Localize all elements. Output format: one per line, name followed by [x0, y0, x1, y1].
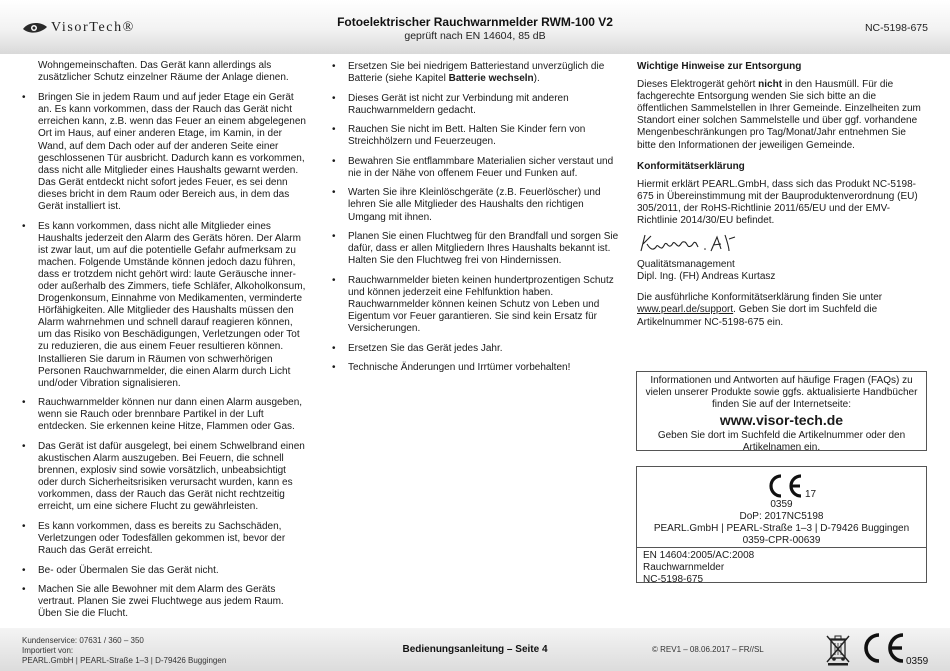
ce-mark-icon: [764, 472, 804, 500]
faq-text: Informationen und Antworten auf häufige Fragen (FAQs) zu vielen unserer Produkte sowie ggfs. aktualisierte Handbücher finden Sie auf der Internetseite:: [645, 375, 918, 411]
bullet-icon: •: [22, 220, 26, 232]
customer-service: Kundenservice: 07631 / 360 – 350: [22, 636, 144, 645]
column-3: [637, 61, 927, 338]
intro-paragraph: Wohngemeinschaften. Das Gerät kann allerdings als zusätzlicher Schutz einzelner Räume der Anlage dienen.: [38, 60, 289, 84]
list-item: • Dieses Gerät ist nicht zur Verbindung mit anderen Rauchwarnmeldern gedacht.: [332, 92, 569, 116]
footer-ce-number: 0359: [906, 656, 929, 667]
dop-number: DoP: 2017NC5198: [739, 511, 824, 522]
list-item: • Ersetzen Sie bei niedrigem Batteriestand unverzüglich die Batterie (siehe Kapitel Batterie wechseln).: [332, 61, 605, 85]
faq-note: Geben Sie dort im Suchfeld die Artikelnummer oder den Artikelnamen ein.: [657, 430, 906, 454]
safety-list-1: [22, 92, 307, 620]
page-header: [0, 0, 950, 54]
list-item: • Planen Sie einen Fluchtweg für den Brandfall und sorgen Sie dafür, dass er allen Mitgliedern Ihres Haushalts bekannt ist. Halten Sie den Fluchtweg frei von Hindernissen.: [332, 230, 619, 267]
ce-box-top: [637, 467, 926, 547]
list-item: • Ersetzen Sie das Gerät jedes Jahr.: [332, 342, 503, 354]
logo-eye-icon: [22, 20, 48, 36]
bullet-icon: •: [332, 61, 336, 72]
bullet-icon: •: [22, 584, 26, 595]
disposal-heading: Wichtige Hinweise zur Entsorgung: [637, 61, 802, 72]
list-item: • Technische Änderungen und Irrtümer vorbehalten!: [332, 362, 571, 373]
bullet-icon: •: [332, 274, 336, 286]
column-1: [22, 60, 307, 628]
list-item: • Rauchwarnmelder können nur dann einen Alarm ausgeben, wenn sie Rauch oder brennbare Partikel in der Luft entdecken. Sie erkennen keine Hitze, Flammen oder Gas.: [22, 397, 303, 433]
signature-scribble-icon: [637, 229, 757, 257]
bullet-icon: •: [22, 397, 26, 409]
article-number: NC-5198-675: [643, 574, 704, 585]
logo: [22, 20, 135, 36]
list-item: • Be- oder Übermalen Sie das Gerät nicht.: [22, 564, 219, 576]
importer-label: Importiert von:: [22, 646, 74, 655]
standard-number: EN 14604:2005/AC:2008: [643, 550, 755, 561]
full-declaration-paragraph: Die ausführliche Konformitätserklärung finden Sie unter www.pearl.de/support. Geben Sie dort im Suchfeld die Artikelnummer NC-5198-675 ein.: [637, 292, 883, 328]
list-item: • Bewahren Sie entflammbare Materialien sicher verstaut und nie in der Nähe von offenem Feuer und Funken auf.: [332, 155, 614, 179]
footer-ce-mark-icon: [860, 630, 906, 666]
bullet-icon: •: [332, 155, 336, 167]
ce-year: 17: [805, 489, 817, 500]
article-code: NC-5198-675: [864, 22, 928, 34]
document-subtitle: geprüft nach EN 14604, 85 dB: [404, 30, 546, 42]
notified-body-number: 0359: [770, 499, 793, 510]
bullet-icon: •: [332, 362, 336, 373]
product-type: Rauchwarnmelder: [643, 562, 725, 573]
chapter-reference: Batterie wechseln: [448, 73, 534, 85]
ce-declaration-box: [636, 466, 927, 583]
crossed-bin-icon: [825, 632, 851, 666]
support-link[interactable]: www.pearl.de/support: [637, 304, 734, 316]
conformity-heading: Konformitätserklärung: [637, 160, 745, 172]
bullet-icon: •: [22, 440, 26, 452]
revision-info: © REV1 – 08.06.2017 – FR//SL: [652, 645, 764, 654]
importer-address: PEARL.GmbH | PEARL-Straße 1–3 | D-79426 Buggingen: [22, 656, 227, 665]
list-item: • Bringen Sie in jedem Raum und auf jeder Etage ein Gerät an. Es kann vorkommen, dass der Rauch das Gerät nicht erreichen kann, z.B. wenn das Feuer an einem abgelegenen Ort im Haus, auf einer anderen Etage, im Kamin, in der Wand, auf dem Dach oder auf der anderen Seite einer geschlossenen Tür ausbricht. Dadurch kann es vorkommen, dass nicht alle Mitglieder eines Haushalts gewarnt werden. Das Gerät entdeckt nicht sofort jedes Feuer, es sei denn dieses bricht in dem Raum oder Bereich aus, in dem das Gerät installiert ist.: [22, 92, 306, 213]
logo-text: VisorTech®: [51, 20, 135, 35]
weee-symbol: [825, 632, 851, 671]
column-2: [332, 61, 622, 381]
ce-box-bottom: [637, 547, 926, 586]
disposal-paragraph: Dieses Elektrogerät gehört nicht in den Hausmüll. Für die fachgerechte Entsorgung wenden Sie sich bitte an die öffentlichen Sammelstellen in Ihrer Gemeinde. Einzelheiten zum Standort einer solchen Sammelstelle und über ggf. vorhandene Mengenbeschränkungen pro Tag/Monat/Jahr entnehmen Sie bitte den Informationen der jeweiligen Gemeinde.: [637, 79, 921, 151]
bullet-icon: •: [332, 230, 336, 242]
bullet-icon: •: [22, 564, 26, 576]
bullet-icon: •: [332, 187, 336, 199]
cpr-number: 0359-CPR-00639: [742, 535, 821, 546]
list-item: • Es kann vorkommen, dass es bereits zu Sachschäden, Verletzungen oder Todesfällen gekommen ist, bevor der Rauch das Gerät erreicht.: [22, 520, 286, 557]
bullet-icon: •: [332, 124, 336, 136]
signature: [637, 229, 927, 257]
page-number: Bedienungsanleitung – Seite 4: [402, 644, 548, 655]
list-item: • Rauchen Sie nicht im Bett. Halten Sie Kinder fern von Streichhölzern und Feuerzeugen.: [332, 124, 586, 148]
signature-name: Dipl. Ing. (FH) Andreas Kurtasz: [637, 271, 776, 283]
list-item: • Das Gerät ist dafür ausgelegt, bei einem Schwelbrand einen akustischen Alarm auszugeben. Bei Feuern, die schnell brennen, explosiv sind sowie vorsätzlich, unbeabsichtigt oder durch Sicherheitsrisiken verursacht wurden, kann es vorkommen, dass der Rauch das Gerät nicht rechtzeitig erreicht, um eine sichere Flucht zu gewährleisten.: [22, 440, 305, 513]
page-footer: [0, 628, 950, 671]
bullet-icon: •: [22, 92, 26, 104]
conformity-paragraph: Hiermit erklärt PEARL.GmbH, dass sich das Produkt NC-5198-675 in Übereinstimmung mit der Bauproduktenverordnung (EU) 305/2011, der RoHS-Richtlinie 2011/65/EU und der EMV-Richtlinie 2014/30/EU befindet.: [637, 178, 918, 227]
safety-list-2: [332, 61, 622, 374]
website-link[interactable]: www.visor-tech.de: [719, 412, 844, 429]
list-item: • Warten Sie ihre Kleinlöschgeräte (z.B. Feuerlöscher) und lehren Sie alle Mitglieder des Haushalts den richtigen Umgang mit ihnen.: [332, 187, 601, 223]
faq-info-box: [636, 371, 927, 454]
signature-role: Qualitätsmanagement: [637, 259, 735, 271]
bullet-icon: •: [332, 92, 336, 104]
list-item: • Machen Sie alle Bewohner mit dem Alarm des Geräts vertraut. Planen Sie zwei Fluchtwege aus jedem Raum. Üben Sie die Flucht.: [22, 584, 284, 620]
bullet-icon: •: [332, 342, 336, 354]
list-item: • Rauchwarnmelder bieten keinen hundertprozentigen Schutz und können jederzeit eine Fehlfunktion haben. Rauchwarnmelder können keinen Schutz von Leben und Eigentum vor Feuer garantieren. Sie sind kein Ersatz für Versicherungen.: [332, 274, 614, 335]
bullet-icon: •: [22, 520, 26, 532]
manufacturer-address: PEARL.GmbH | PEARL-Straße 1–3 | D-79426 Buggingen: [653, 523, 910, 534]
list-item: • Es kann vorkommen, dass nicht alle Mitglieder eines Haushalts jederzeit den Alarm des Geräts hören. Der Alarm ist zwar laut, um auf die potentielle Gefahr aufmerksam zu machen. Folgende Umstände können jedoch dazu führen, dass er trotzdem nicht gehört wird: laute Geräusche inner- oder außerhalb des Zimmers, tiefe Schläfer, Alkoholkonsum, Drogenkonsum, Einnahme von Medikamenten, verminderte Hörfähigkeiten. Alle Mitglieder des Haushalts müssen den Alarm wahrnehmen und schnell darauf reagieren können, um das Risiko von Beschädigungen, Verletzungen oder Tot zu reduzieren, die aus einem Feuer resultieren können. Installieren Sie darum in Räumen von schwerhörigen Personen Rauchwarnmelder, die einen Alarm durch Licht und/oder Vibration signalisieren.: [22, 220, 306, 389]
footer-contact: [22, 636, 226, 666]
document-title: Fotoelektrischer Rauchwarnmelder RWM-100 V2: [337, 15, 613, 29]
